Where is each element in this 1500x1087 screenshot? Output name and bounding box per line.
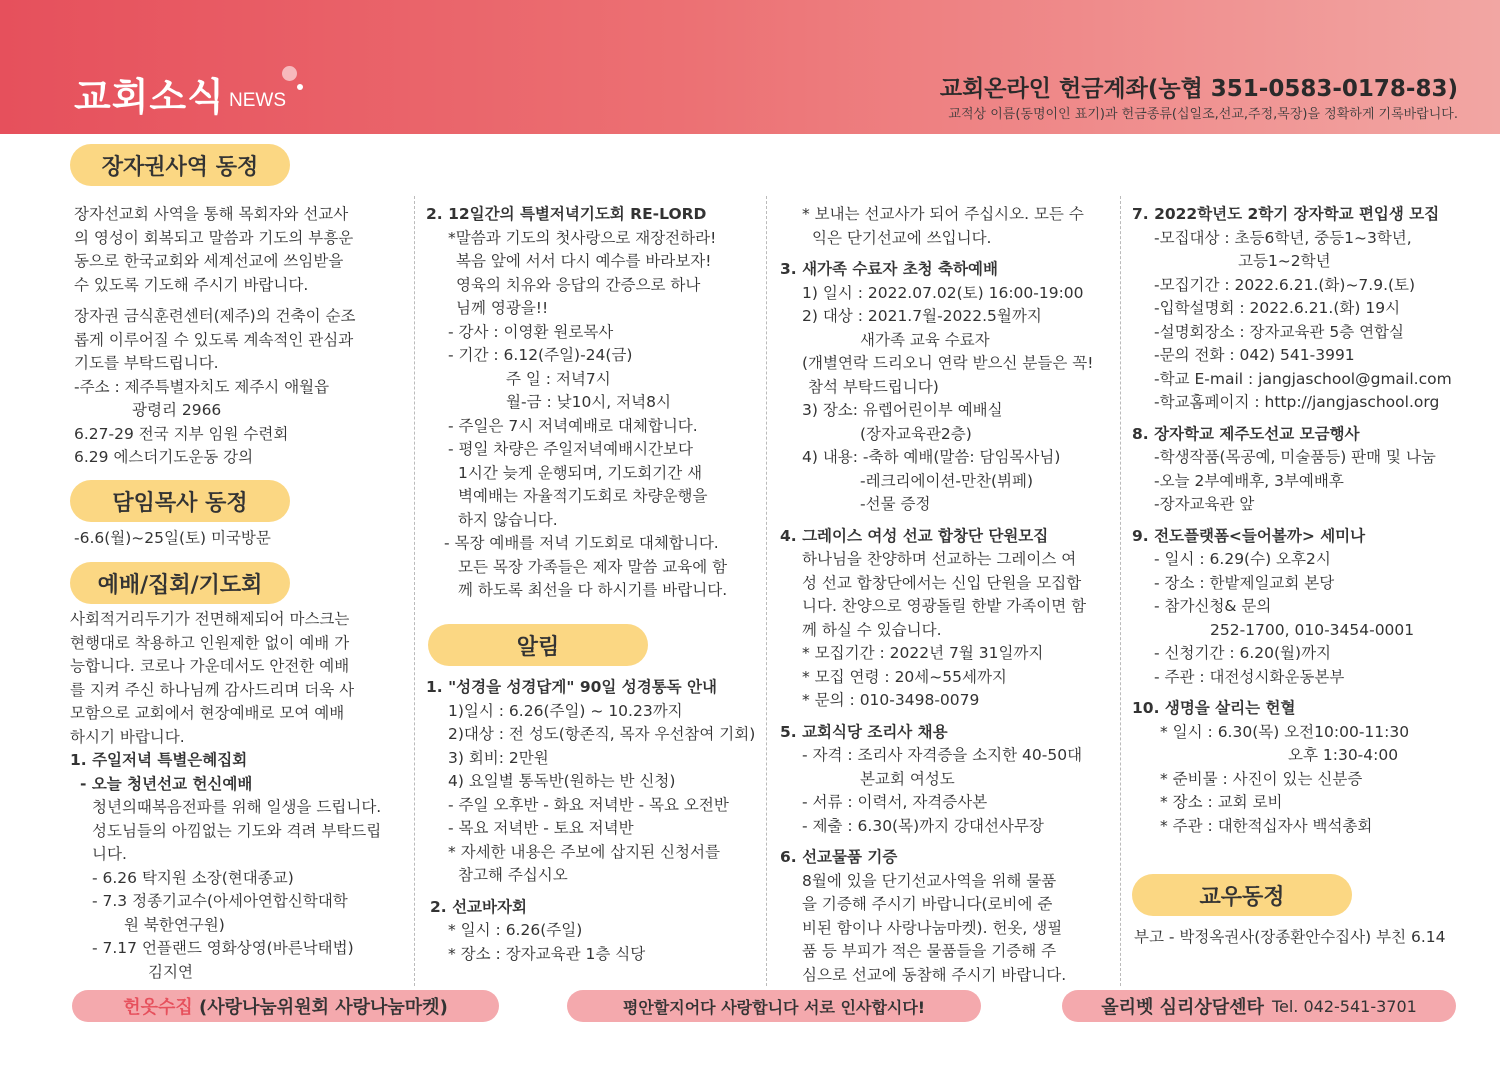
footer-greeting: 평안할지어다 사랑합니다 서로 인사합시다! bbox=[567, 990, 981, 1022]
offering-account-note: 교적상 이름(동명이인 표기)과 헌금종류(십일조,선교,주정,목장)을 정확하게 기록바랍니다. bbox=[948, 107, 1458, 122]
text-line: - 주일은 7시 저녁예배로 대체합니다. bbox=[448, 416, 698, 435]
text-line: 1시간 늦게 운행되며, 기도회기간 새 bbox=[458, 463, 703, 482]
text-line: 영육의 치유와 응답의 간증으로 하나 bbox=[456, 275, 701, 294]
list-item: -모집기간 : 2022.6.21.(화)~7.9.(토) bbox=[1154, 275, 1416, 294]
list-item: - 자격 : 조리사 자격증을 소지한 40-50대 bbox=[802, 746, 1083, 764]
list-item: -모집대상 : 초등6학년, 중등1~3학년, bbox=[1154, 228, 1412, 247]
footer-clothes-detail: (사랑나눔위원회 사랑나눔마켓) bbox=[199, 997, 448, 1018]
list-item: 2)대상 : 전 성도(항존직, 목자 우선참여 기회) bbox=[448, 725, 756, 743]
text-line: 성도님들의 아낌없는 기도와 격려 부탁드립 bbox=[92, 821, 382, 840]
list-item: - 서류 : 이력서, 자격증사본 bbox=[802, 793, 988, 811]
text-line: 의 영성이 회복되고 말씀과 기도의 부흥운 bbox=[74, 228, 354, 247]
text-line: 님께 영광을!! bbox=[456, 299, 549, 317]
text-line: - 평일 차량은 주일저녁예배시간보다 bbox=[448, 440, 693, 458]
event-line: 6.27-29 전국 지부 임원 수련회 bbox=[74, 424, 289, 443]
address-line: 광령리 2966 bbox=[132, 401, 222, 419]
text-line: 롭게 이루어질 수 있도록 계속적인 관심과 bbox=[74, 330, 354, 349]
footer-counseling-tel: Tel. 042-541-3701 bbox=[1271, 996, 1417, 1016]
list-item: - 주일 오후반 - 화요 저녁반 - 목요 오전반 bbox=[448, 795, 729, 814]
list-item: -오늘 2부예배후, 3부예배후 bbox=[1154, 471, 1344, 490]
text-line: 을 기증해 주시기 바랍니다(로비에 준 bbox=[802, 895, 1053, 913]
text-line: 하지 않습니다. bbox=[458, 510, 558, 529]
list-item: * 문의 : 010-3498-0079 bbox=[802, 691, 980, 709]
list-item: 4) 요일별 통독반(원하는 반 신청) bbox=[448, 772, 676, 790]
text-line: 장자선교회 사역을 통해 목회자와 선교사 bbox=[74, 205, 349, 223]
item-heading: 4. 그레이스 여성 선교 합창단 단원모집 bbox=[780, 526, 1049, 545]
text-line: * 보내는 선교사가 되어 주십시오. 모든 수 bbox=[802, 205, 1084, 223]
list-item: * 장소 : 장자교육관 1층 식당 bbox=[448, 944, 646, 963]
list-item: 본교회 여성도 bbox=[860, 769, 955, 788]
section-title-members: 교우동정 bbox=[1132, 874, 1352, 916]
column-1-worship bbox=[70, 608, 410, 984]
text-line: - 목장 예배를 저녁 기도회로 대체합니다. bbox=[444, 534, 719, 552]
list-item: - 장소 : 한밭제일교회 본당 bbox=[1154, 573, 1335, 592]
list-item: - 신청기간 : 6.20(월)까지 bbox=[1154, 644, 1332, 662]
list-item: -문의 전화 : 042) 541-3991 bbox=[1154, 346, 1355, 364]
list-item: - 목요 저녁반 - 토요 저녁반 bbox=[448, 819, 634, 837]
event-line: 6.29 에스더기도운동 강의 bbox=[74, 448, 254, 466]
news-label: NEWS bbox=[229, 90, 286, 111]
list-item: 참석 부탁드립니다) bbox=[808, 377, 939, 396]
text-line: 심으로 선교에 동참해 주시기 바랍니다. bbox=[802, 965, 1067, 984]
text-line: 모함으로 교회에서 현장예배로 모여 예배 bbox=[70, 704, 345, 722]
footer-counseling-name: 올리벳 심리상담센타 bbox=[1101, 997, 1264, 1018]
list-item: 3) 회비: 2만원 bbox=[448, 748, 549, 767]
list-item: 오후 1:30-4:00 bbox=[1288, 746, 1399, 764]
list-item: 원 북한연구원) bbox=[124, 915, 225, 934]
list-item: * 모집기간 : 2022년 7월 31일까지 bbox=[802, 644, 1044, 662]
column-divider bbox=[766, 196, 767, 986]
column-2-notice bbox=[426, 676, 766, 966]
footer-clothes-collection bbox=[72, 990, 499, 1022]
text-line: 8월에 있을 단기선교사역을 위해 물품 bbox=[802, 871, 1057, 890]
text-line: 주 일 : 저녁7시 bbox=[506, 369, 611, 388]
text-line: - 기간 : 6.12(주일)-24(금) bbox=[448, 346, 633, 364]
address-line: -주소 : 제주특별자치도 제주시 애월읍 bbox=[74, 377, 330, 396]
section-title-jangja: 장자권사역 동정 bbox=[70, 144, 290, 186]
text-line: 께 하실 수 있습니다. bbox=[802, 620, 942, 639]
text-line: - 강사 : 이영환 원로목사 bbox=[448, 322, 614, 341]
section-title-pastor: 담임목사 동정 bbox=[70, 480, 290, 522]
text-line: 복음 앞에 서서 다시 예수를 바라보자! bbox=[456, 252, 712, 270]
list-item: -학생작품(목공예, 미술품등) 판매 및 나눔 bbox=[1154, 448, 1436, 466]
list-item: 1) 일시 : 2022.07.02(토) 16:00-19:00 bbox=[802, 283, 1084, 302]
text-line: 품 등 부피가 적은 물품들을 기증해 주 bbox=[802, 942, 1057, 960]
text-line: 동으로 한국교회와 세계선교에 쓰임받을 bbox=[74, 252, 344, 270]
members-news: 부고 - 박정옥권사(장종환안수집사) 부친 6.14 bbox=[1134, 928, 1446, 946]
item-heading: 10. 생명을 살리는 헌혈 bbox=[1132, 699, 1296, 717]
list-item: * 자세한 내용은 주보에 삽지된 신청서를 bbox=[448, 842, 720, 861]
item-heading: 1. 주일저녁 특별은혜집회 bbox=[70, 751, 248, 769]
section-title-notice: 알림 bbox=[428, 624, 648, 666]
list-item: 새가족 교육 수료자 bbox=[860, 330, 990, 349]
list-item: -선물 증정 bbox=[860, 495, 931, 513]
text-line: 모든 목장 가족들은 제자 말씀 교육에 함 bbox=[458, 557, 728, 576]
list-item: 2) 대상 : 2021.7월-2022.5월까지 bbox=[802, 307, 1042, 325]
list-item: * 준비물 : 사진이 있는 신분증 bbox=[1160, 769, 1363, 788]
list-item: * 일시 : 6.26(주일) bbox=[448, 921, 583, 939]
list-item: -장자교육관 앞 bbox=[1154, 495, 1255, 513]
list-item: - 제출 : 6.30(목)까지 강대선사무장 bbox=[802, 816, 1044, 835]
item-heading: 8. 장자학교 제주도선교 모금행사 bbox=[1132, 424, 1360, 443]
text-line: 청년의때복음전파를 위해 일생을 드립니다. bbox=[92, 798, 382, 816]
item-heading: 9. 전도플랫폼<들어볼까> 세미나 bbox=[1132, 526, 1366, 545]
section-title-worship: 예배/집회/기도회 bbox=[70, 562, 290, 604]
list-item: * 모집 연령 : 20세~55세까지 bbox=[802, 667, 1007, 686]
offering-account: 교회온라인 헌금계좌(농협 351-0583-0178-83) bbox=[939, 76, 1458, 102]
footer-clothes-label: 헌옷수집 bbox=[123, 997, 193, 1018]
item-heading: 2. 선교바자회 bbox=[430, 897, 527, 916]
list-item: - 7.17 언플랜드 영화상영(바른낙태법) bbox=[92, 939, 354, 957]
list-item: -레크리에이션-만찬(뷔페) bbox=[860, 471, 1034, 490]
column-3 bbox=[780, 203, 1115, 987]
list-item: - 6.26 탁지원 소장(현대종교) bbox=[92, 868, 294, 887]
list-item: -입학설명회 : 2022.6.21.(화) 19시 bbox=[1154, 299, 1401, 317]
item-heading: 5. 교회식당 조리사 채용 bbox=[780, 722, 948, 741]
column-2-prayer bbox=[426, 203, 756, 603]
text-line: 익은 단기선교에 쓰입니다. bbox=[812, 228, 992, 247]
column-1-top bbox=[74, 203, 404, 470]
text-line: 하나님을 찬양하며 선교하는 그레이스 여 bbox=[802, 550, 1077, 568]
list-item: 참고해 주십시오 bbox=[458, 866, 568, 884]
text-line: 사회적거리두기가 전면해제되어 마스크는 bbox=[70, 610, 350, 628]
decorative-dot-small-icon bbox=[297, 84, 303, 90]
text-line: 를 지켜 주신 하나님께 감사드리며 더욱 사 bbox=[70, 680, 355, 699]
column-divider bbox=[1120, 196, 1121, 986]
text-line: 장자권 금식훈련센터(제주)의 건축이 순조 bbox=[74, 307, 356, 325]
text-line: 니다. 찬양으로 영광돌릴 한밭 가족이면 함 bbox=[802, 597, 1087, 615]
page-header bbox=[0, 0, 1500, 134]
text-line: 기도를 부탁드립니다. bbox=[74, 354, 219, 372]
item-heading: 2. 12일간의 특별저녁기도회 RE-LORD bbox=[426, 205, 707, 223]
item-heading: 6. 선교물품 기증 bbox=[780, 848, 898, 866]
decorative-dot-icon bbox=[282, 66, 297, 81]
footer-counseling bbox=[1062, 990, 1456, 1022]
list-item: -설명회장소 : 장자교육관 5층 연합실 bbox=[1154, 322, 1405, 341]
column-divider bbox=[414, 196, 415, 986]
text-line: 능합니다. 코로나 가운데서도 안전한 예배 bbox=[70, 657, 350, 675]
list-item: 4) 내용: -축하 예배(말씀: 담임목사님) bbox=[802, 448, 1061, 466]
list-item: -학교홈페이지 : http://jangjaschool.org bbox=[1154, 393, 1440, 411]
list-item: * 주관 : 대한적십자사 백석총회 bbox=[1160, 816, 1373, 835]
text-line: 벽예배는 자율적기도회로 차량운행을 bbox=[458, 487, 708, 505]
text-line: 성 선교 합창단에서는 신입 단원을 모집합 bbox=[802, 573, 1082, 592]
list-item: (장자교육관2층) bbox=[860, 424, 972, 443]
text-line: 니다. bbox=[92, 845, 127, 863]
item-heading: 3. 새가족 수료자 초청 축하예배 bbox=[780, 260, 998, 278]
text-line: 께 하도록 최선을 다 하시기를 바랍니다. bbox=[458, 581, 728, 599]
list-item: - 일시 : 6.29(수) 오후2시 bbox=[1154, 550, 1331, 568]
list-item: 3) 장소: 유렙어린이부 예배실 bbox=[802, 401, 1003, 419]
list-item: * 장소 : 교회 로비 bbox=[1160, 793, 1283, 811]
text-line: *말씀과 기도의 첫사랑으로 재장전하라! bbox=[448, 228, 717, 247]
text-line: 하시기 바랍니다. bbox=[70, 727, 185, 746]
page-title: 교회소식 bbox=[74, 75, 225, 119]
text-line: 월-금 : 낮10시, 저녁8시 bbox=[506, 393, 671, 411]
list-item: * 일시 : 6.30(목) 오전10:00-11:30 bbox=[1160, 722, 1410, 741]
item-subheading: - 오늘 청년선교 헌신예배 bbox=[80, 774, 253, 793]
list-item: 김지연 bbox=[148, 962, 193, 981]
pastor-schedule: -6.6(월)~25일(토) 미국방문 bbox=[74, 529, 271, 547]
text-line: 비된 함이나 사랑나눔마켓). 헌옷, 생필 bbox=[802, 918, 1063, 937]
column-4 bbox=[1132, 203, 1472, 838]
list-item: -학교 E-mail : jangjaschool@gmail.com bbox=[1154, 369, 1452, 388]
list-item: - 참가신청& 문의 bbox=[1154, 597, 1272, 615]
list-item: 252-1700, 010-3454-0001 bbox=[1210, 620, 1415, 639]
list-item: - 7.3 정종기교수(아세아연합신학대학 bbox=[92, 892, 348, 910]
list-item: - 주관 : 대전성시화운동본부 bbox=[1154, 667, 1345, 686]
item-heading: 7. 2022학년도 2학기 장자학교 편입생 모집 bbox=[1132, 205, 1440, 223]
list-item: 고등1~2학년 bbox=[1238, 252, 1331, 270]
list-item: 1)일시 : 6.26(주일) ~ 10.23까지 bbox=[448, 701, 683, 720]
text-line: 수 있도록 기도해 주시기 바랍니다. bbox=[74, 275, 309, 294]
list-item: (개별연락 드리오니 연락 받으신 분들은 꼭! bbox=[802, 354, 1094, 372]
text-line: 현행대로 착용하고 인원제한 없이 예배 가 bbox=[70, 633, 350, 652]
item-heading: 1. "성경을 성경답게" 90일 성경통독 안내 bbox=[426, 678, 717, 696]
